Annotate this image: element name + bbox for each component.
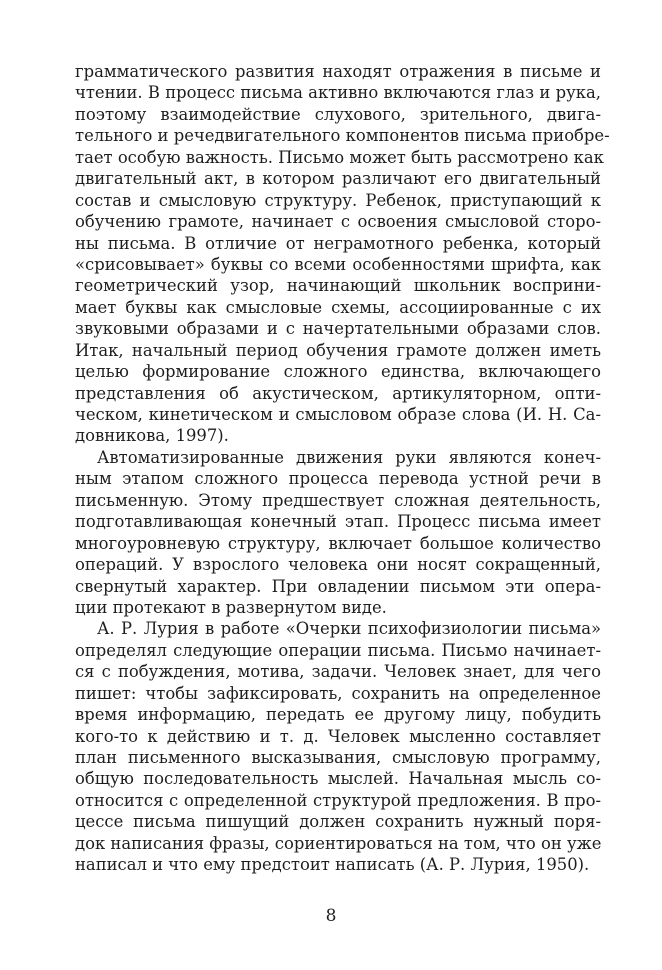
page-number: 8 — [325, 906, 337, 926]
paragraph — [75, 61, 610, 447]
page-body-text — [75, 61, 610, 876]
text-line: состав и смысловую структуру. Ребенок, приступающий к — [75, 190, 601, 210]
text-line: общую последовательность мыслей. Начальная мысль со- — [75, 769, 601, 789]
text-line: Итак, начальный период обучения грамоте должен иметь — [75, 340, 601, 360]
text-line: кого-то к действию и т. д. Человек мысленно составляет — [75, 726, 601, 746]
text-line: определял следующие операции письма. Письмо начинает- — [75, 640, 601, 660]
text-line: написал и что ему предстоит написать (А. Р. Лурия, 1950). — [75, 855, 590, 875]
text-line: двигательный акт, в котором различают его двигательный — [75, 169, 601, 189]
text-line: мает буквы как смысловые схемы, ассоциированные с их — [75, 297, 601, 317]
text-line: геометрический узор, начинающий школьник восприни- — [75, 276, 601, 296]
text-line: пишет: чтобы зафиксировать, сохранить на определенное — [75, 683, 601, 703]
text-line: представления об акустическом, артикуляторном, опти- — [75, 383, 601, 403]
text-line: ции протекают в развернутом виде. — [75, 597, 387, 617]
text-line: относится с определенной структурой предложения. В про- — [75, 790, 601, 810]
text-line: ным этапом сложного процесса перевода устной речи в — [75, 469, 601, 489]
text-line: свернутый характер. При овладении письмом эти опера- — [75, 576, 601, 596]
text-line: тельного и речедвигательного компонентов письма приобре- — [75, 126, 610, 146]
text-line: подготавливающая конечный этап. Процесс письма имеет — [75, 512, 601, 532]
text-line: А. Р. Лурия в работе «Очерки психофизиологии письма» — [97, 619, 601, 639]
text-line: грамматического развития находят отражения в письме и — [75, 62, 601, 81]
text-line: обучению грамоте, начинает с освоения смысловой сторо- — [75, 212, 601, 232]
text-line: Автоматизированные движения руки являются конеч- — [97, 447, 601, 467]
text-line: ческом, кинетическом и смысловом образе слова (И. Н. Са- — [75, 405, 601, 424]
text-line: «срисовывает» буквы со всеми особенностями шрифта, как — [75, 254, 601, 274]
paragraph — [75, 447, 601, 619]
text-line: тает особую важность. Письмо может быть рассмотрено как — [75, 147, 604, 167]
text-line: чтении. В процесс письма активно включаются глаз и рука, — [75, 83, 601, 103]
text-line: звуковыми образами и с начертательными образами слов. — [75, 319, 601, 339]
text-line: ны письма. В отличие от неграмотного ребенка, который — [75, 233, 601, 253]
text-line: многоуровневую структуру, включает большое количество — [75, 533, 601, 553]
text-line: цессе письма пишущий должен сохранить нужный поря- — [75, 812, 601, 832]
paragraph — [75, 618, 601, 875]
text-line: довникова, 1997). — [75, 426, 229, 446]
text-line: письменную. Этому предшествует сложная деятельность, — [75, 490, 601, 510]
text-line: ся с побуждения, мотива, задачи. Человек знает, для чего — [75, 662, 601, 682]
text-line: док написания фразы, сориентироваться на том, что он уже — [75, 833, 602, 853]
text-line: поэтому взаимодействие слухового, зрительного, двига- — [75, 104, 601, 124]
text-line: целью формирование сложного единства, включающего — [75, 362, 601, 382]
text-line: операций. У взрослого человека они носят сокращенный, — [75, 555, 601, 575]
text-line: время информацию, передать ее другому лицу, побудить — [75, 705, 601, 725]
text-line: план письменного высказывания, смысловую программу, — [75, 748, 601, 767]
